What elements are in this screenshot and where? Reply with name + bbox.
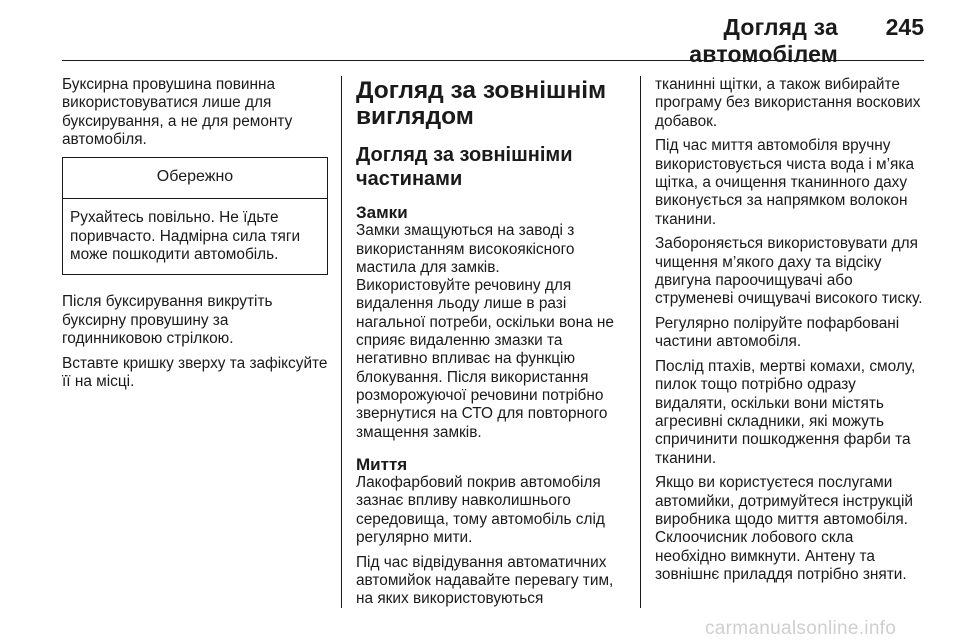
column-divider-2 (640, 76, 641, 608)
hand-wash-paragraph: Під час миття автомобіля вручну використовується чиста вода і м’яка щітка, а очищення тканинного даху виконується за напрямком волокон тканини. (655, 137, 915, 228)
column-right (655, 76, 927, 591)
site-watermark: carmanualsonline.info (705, 618, 897, 639)
caution-text: Рухайтесь повільно. Не їдьте поривчасто. Надмірна сила тяги може пошкодити автомобіль. (70, 209, 301, 264)
steam-cleaner-paragraph: Забороняється використовувати для чищення м’якого даху та відсіку двигуна пароочищувачі або струменеві очищувачі високого тиску. (655, 235, 923, 308)
page-header-title: Догляд за автомобілем (689, 14, 838, 67)
cover-insert-text: Вставте кришку зверху та зафіксуйте її на місці. (62, 354, 328, 391)
locks-heading: Замки (356, 203, 408, 222)
locks-paragraph-1: Замки змащуються на заводі з використанням високоякісного мастила для замків. (356, 222, 575, 276)
caution-box (62, 157, 328, 275)
polish-paragraph: Регулярно поліруйте пофарбовані частини автомобіля. (655, 315, 900, 351)
washing-paragraph-1: Лакофарбовий покрив автомобіля зазнає впливу навколишнього середовища, тому автомобіль слід регулярно мити. (356, 474, 605, 547)
locks-paragraph-2: Використовуйте речовину для видалення льоду лише в разі нагальної потреби, оскільки вона не сприяє видаленню змазки та негативно впливає на функцію блокування. Після використання розморожуючої речовини потрібно звернутися на СТО для повторного змащення замків. (356, 277, 614, 441)
caution-heading: Обережно (63, 158, 327, 199)
page-number: 245 (885, 14, 924, 40)
column-middle (356, 76, 628, 615)
tow-eye-intro: Буксирна провушина повинна використовуватися лише для буксирування, а не для ремонту автомобіля. (62, 76, 293, 148)
column-divider-1 (341, 76, 342, 608)
section-heading-exterior: Догляд за зовнішнім виглядом (356, 77, 607, 130)
washing-paragraph-2: Під час відвідування автоматичних автомийок надавайте перевагу тим, на яких використовуються (356, 553, 614, 608)
contaminants-paragraph: Послід птахів, мертві комахи, смолу, пилок тощо потрібно одразу видаляти, оскільки вони містять агресивні складники, які можуть спричинити пошкодження фарби та тканини. (655, 358, 916, 467)
car-wash-paragraph: Якщо ви користуєтеся послугами автомийки, дотримуйтеся інструкцій виробника щодо миття автомобіля. Склоочисник лобового скла необхідно вимкнути. Антену та зовнішнє приладдя потрібно зняти. (655, 474, 913, 583)
subsection-heading-exterior-parts: Догляд за зовнішніми частинами (356, 144, 573, 190)
washing-heading: Миття (356, 454, 408, 474)
washing-paragraph-3: тканинні щітки, а також вибирайте програму без використання воскових добавок. (655, 76, 921, 130)
header-divider (62, 60, 924, 61)
column-left (62, 76, 328, 398)
tow-eye-remove-text: Після буксирування викрутіть буксирну провушину за годинниковою стрілкою. (62, 293, 273, 347)
